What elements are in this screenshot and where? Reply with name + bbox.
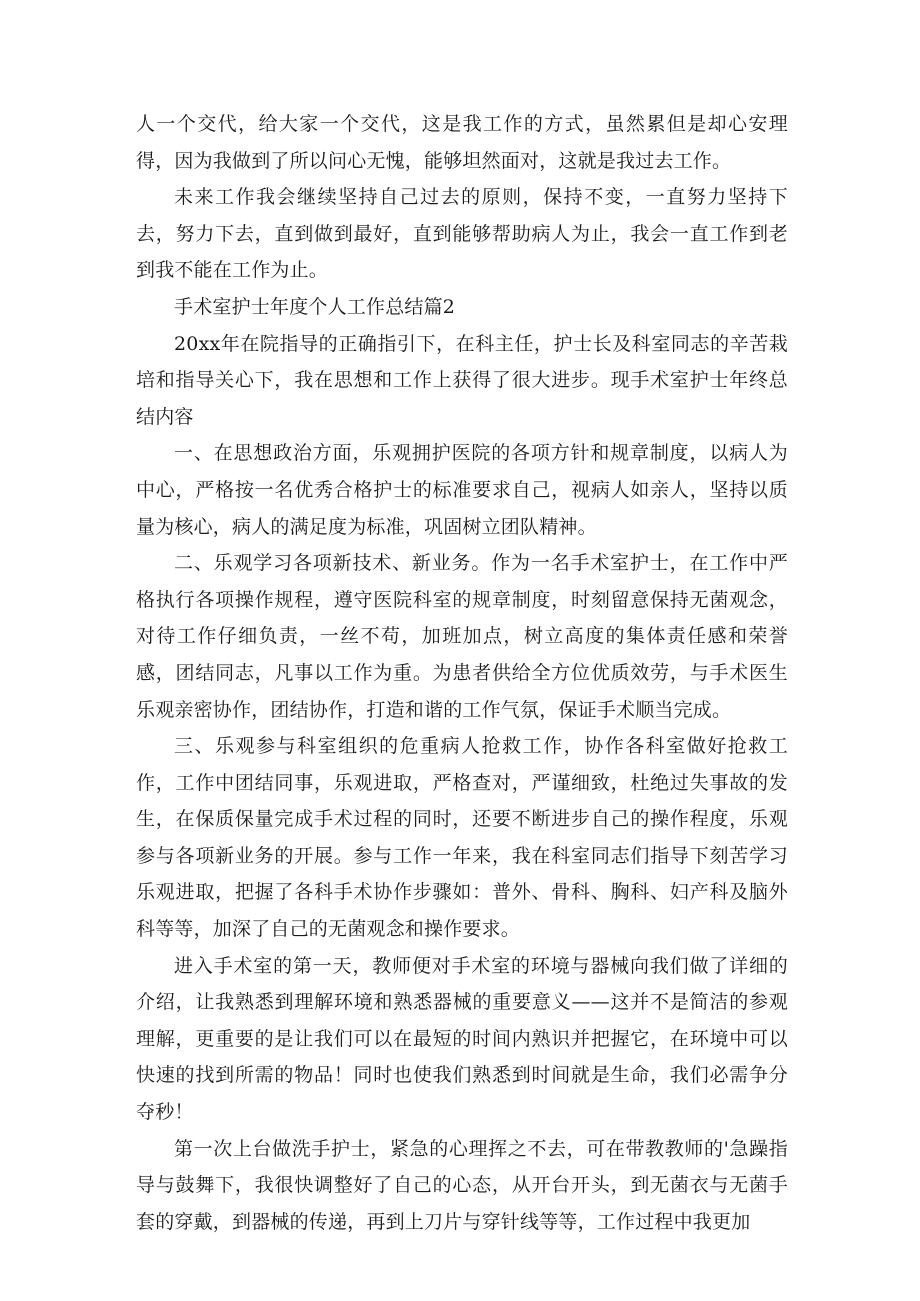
paragraph-point-two: 二、乐观学习各项新技术、新业务。作为一名手术室护士，在工作中严格执行各项操作规程，遵守医院科室的规章制度，时刻留意保持无菌观念，对待工作仔细负责，一丝不苟，加班加点，树立高度的集体责任感和荣誉感，团结同志，凡事以工作为重。为患者供给全方位优质效劳，与手术医生乐观亲密协作，团结协作，打造和谐的工作气氛，保证手术顺当完成。 xyxy=(136,552,788,721)
document-body xyxy=(136,106,788,1240)
paragraph-point-three: 三、乐观参与科室组织的危重病人抢救工作，协作各科室做好抢救工作，工作中团结同事，乐观进取，严格查对，严谨细致，杜绝过失事故的发生，在保质保量完成手术过程的同时，还要不断进步自己的操作程度，乐观参与各项新业务的开展。参与工作一年来，我在科室同志们指导下刻苦学习乐观进取，把握了各科手术协作步骤如：普外、骨科、胸科、妇产科及脑外科等等，加深了自己的无菌观念和操作要求。 xyxy=(136,735,788,941)
paragraph-continuation: 人一个交代，给大家一个交代，这是我工作的方式，虽然累但是却心安理得，因为我做到了所以问心无愧，能够坦然面对，这就是我过去工作。 xyxy=(136,113,788,172)
paragraph-first-day: 进入手术室的第一天，教师便对手术室的环境与器械向我们做了详细的介绍，让我熟悉到理解环境和熟悉器械的重要意义——这并不是简洁的参观理解，更重要的是让我们可以在最短的时间内熟识并把握它，在环境中可以快速的找到所需的物品！同时也使我们熟悉到时间就是生命，我们必需争分夺秒！ xyxy=(136,954,788,1124)
section-heading: 手术室护士年度个人工作总结篇2 xyxy=(174,295,456,318)
paragraph-future-work: 未来工作我会继续坚持自己过去的原则，保持不变，一直努力坚持下去，努力下去，直到做到最好，直到能够帮助病人为止，我会一直工作到老到我不能在工作为止。 xyxy=(136,186,788,282)
paragraph-first-scrub: 第一次上台做洗手护士，紧急的心理挥之不去，可在带教教师的'急躁指导与鼓舞下，我很快调整好了自己的心态，从开台开头，到无菌衣与无菌手套的穿戴，到器械的传递，再到上刀片与穿针线等等，工作过程中我更加 xyxy=(136,1137,788,1233)
paragraph-point-one: 一、在思想政治方面，乐观拥护医院的各项方针和规章制度，以病人为中心，严格按一名优秀合格护士的标准要求自己，视病人如亲人，坚持以质量为核心，病人的满足度为标准，巩固树立团队精神。 xyxy=(136,442,788,538)
paragraph-intro: 20xx年在院指导的正确指引下，在科主任，护士长及科室同志的辛苦栽培和指导关心下，我在思想和工作上获得了很大进步。现手术室护士年终总结内容 xyxy=(136,332,788,428)
